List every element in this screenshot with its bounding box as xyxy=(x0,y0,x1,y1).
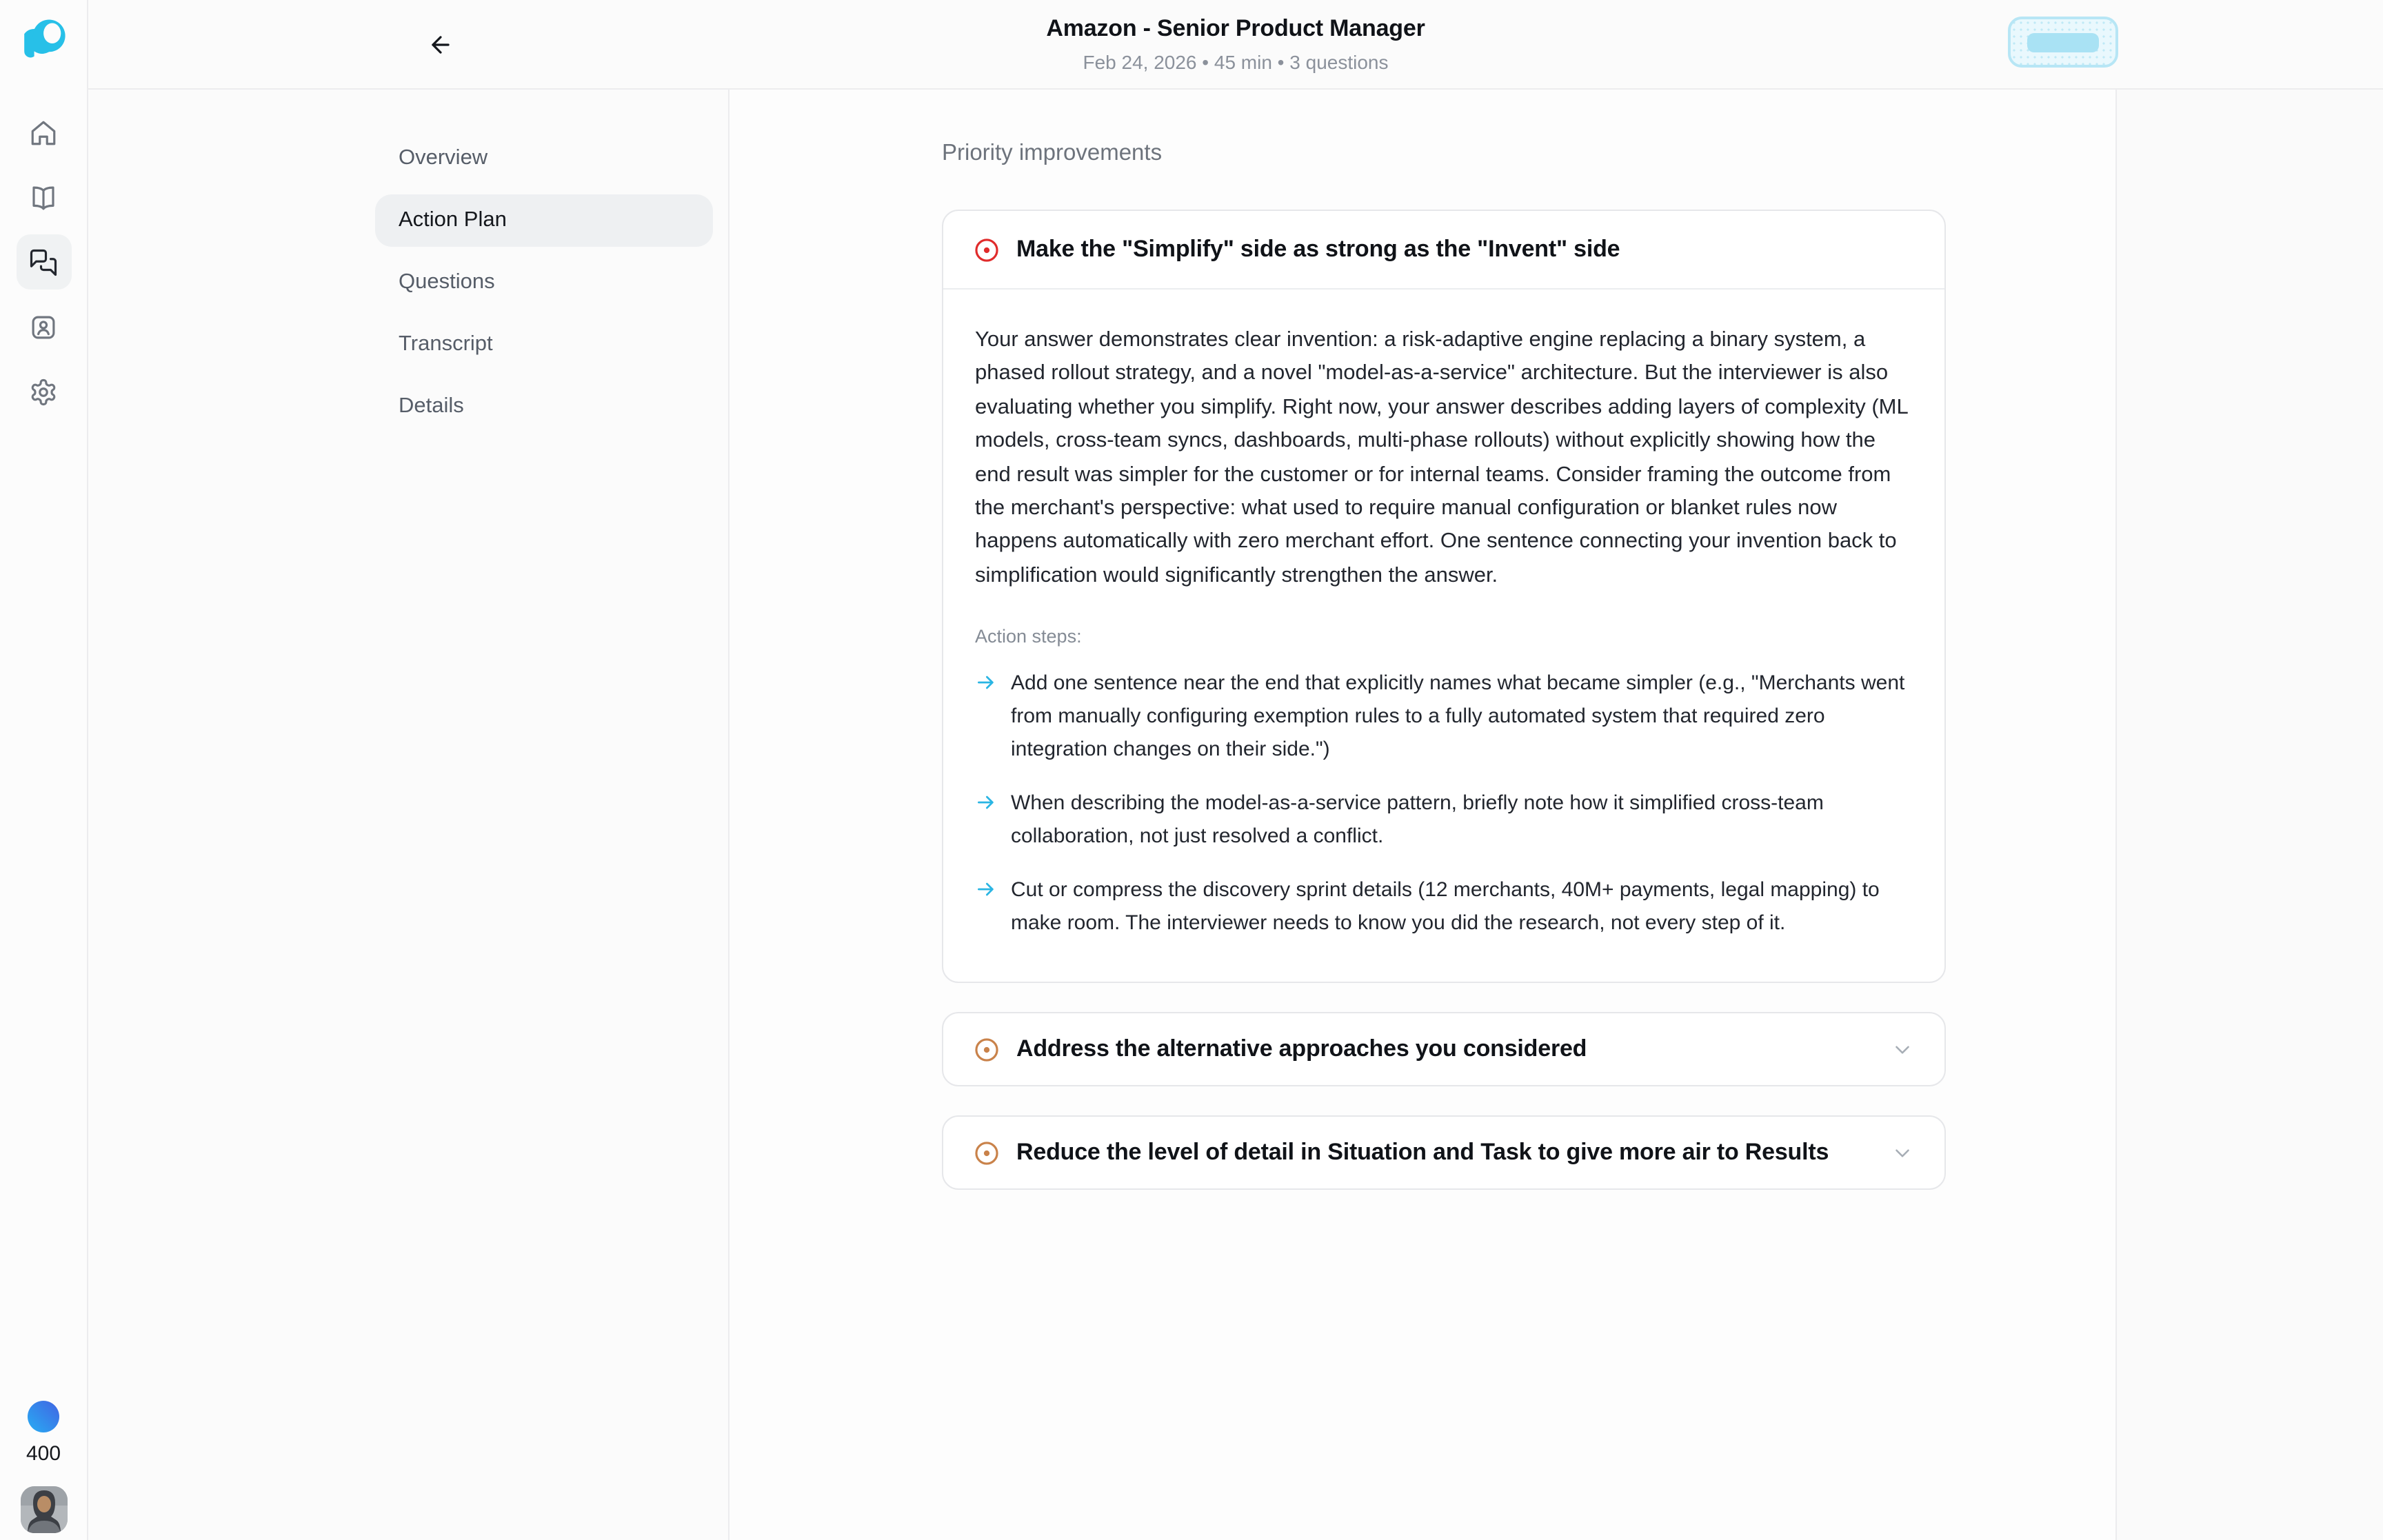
action-step-item xyxy=(975,875,1913,941)
book-open-icon xyxy=(29,183,58,212)
chat-bubbles-icon xyxy=(29,247,58,276)
tab-questions[interactable]: Questions xyxy=(375,256,713,309)
improvement-feedback-text: Your answer demonstrates clear invention: a risk-adaptive engine replacing a binary system, a phased rollout strategy, and a novel "model-as-a-service" architecture. But the interviewer is also evaluating whether you simplify. Right now, your answer describes adding layers of complexity (ML models, cross-team syncs, dashboards, multi-phase rollouts) without explicitly showing how the end result was simpler for the customer or for internal teams. Consider framing the outcome from the merchant's perspective: what used to require manual configuration or blanket rules now happens automatically with zero merchant effort. One sentence connecting your invention back to simplification would significantly strengthen the answer. xyxy=(975,328,1908,587)
tab-details[interactable]: Details xyxy=(375,381,713,433)
logo-icon xyxy=(19,17,68,66)
tab-action-plan[interactable]: Action Plan xyxy=(375,194,713,247)
contact-card-icon xyxy=(29,312,58,341)
gear-icon xyxy=(29,377,58,406)
circle-dot-icon xyxy=(974,1037,1000,1063)
action-step-text: When describing the model-as-a-service pattern, briefly note how it simplified cross-team collaboration, not just resolved a conflict. xyxy=(1011,791,1824,849)
app-logo[interactable] xyxy=(16,14,71,69)
action-step-text: Add one sentence near the end that explicitly names what became simpler (e.g., "Merchants went from manually configuring exemption rules to a fully automated system that required zero integration changes on their side.") xyxy=(1011,671,1905,762)
action-steps-label: Action steps: xyxy=(975,626,1082,647)
arrow-left-icon xyxy=(427,31,453,57)
icon-rail xyxy=(0,0,88,1540)
section-title: Priority improvements xyxy=(942,141,1163,165)
improvement-card-body xyxy=(943,290,1944,982)
circle-dot-icon xyxy=(974,1140,1000,1166)
action-plan-content xyxy=(942,141,1946,1191)
main-panel xyxy=(730,90,2117,1540)
action-step-item xyxy=(975,668,1913,767)
button-skeleton-pill xyxy=(2027,32,2099,52)
sidebar-item-profile[interactable] xyxy=(16,299,71,354)
section-nav xyxy=(88,90,730,1540)
improvement-card-header[interactable] xyxy=(943,1014,1944,1086)
session-header xyxy=(1046,15,1425,73)
arrow-right-icon xyxy=(975,672,997,694)
circle-dot-icon xyxy=(974,236,1000,263)
rail-nav xyxy=(16,105,71,419)
improvement-card-header[interactable] xyxy=(943,211,1944,290)
improvement-card-detail-level xyxy=(942,1116,1946,1191)
home-icon xyxy=(29,118,58,147)
improvement-title: Address the alternative approaches you considered xyxy=(1016,1035,1587,1062)
primary-action-button-loading[interactable] xyxy=(2008,17,2118,68)
chevron-down-icon[interactable] xyxy=(1891,1038,1914,1062)
action-step-text: Cut or compress the discovery sprint details (12 merchants, 40M+ payments, legal mapping) to make room. The interviewer needs to know you did the research, not every step of it. xyxy=(1011,878,1880,935)
credits-count: 400 xyxy=(26,1442,61,1466)
credits-indicator[interactable] xyxy=(26,1401,61,1466)
credits-coin xyxy=(28,1401,59,1432)
tab-transcript[interactable]: Transcript xyxy=(375,318,713,371)
improvement-title: Make the "Simplify" side as strong as the "Invent" side xyxy=(1016,236,1620,262)
user-avatar[interactable] xyxy=(20,1486,67,1533)
back-button[interactable] xyxy=(416,21,463,68)
session-meta: Feb 24, 2026 • 45 min • 3 questions xyxy=(1083,51,1389,73)
improvement-card-header[interactable] xyxy=(943,1117,1944,1189)
arrow-right-icon xyxy=(975,879,997,901)
arrow-right-icon xyxy=(975,792,997,814)
top-bar xyxy=(88,0,2383,90)
sidebar-item-library[interactable] xyxy=(16,170,71,225)
improvement-title: Reduce the level of detail in Situation and Task to give more air to Results xyxy=(1016,1139,1829,1166)
action-step-item xyxy=(975,788,1913,854)
improvement-card-simplify xyxy=(942,210,1946,984)
tab-overview[interactable]: Overview xyxy=(375,132,713,185)
sidebar-item-home[interactable] xyxy=(16,105,71,160)
sidebar-item-practice-sessions[interactable] xyxy=(16,234,71,290)
page-title: Amazon - Senior Product Manager xyxy=(1046,15,1425,41)
sidebar-item-settings[interactable] xyxy=(16,364,71,419)
chevron-down-icon[interactable] xyxy=(1891,1142,1914,1165)
improvement-card-alternatives xyxy=(942,1013,1946,1087)
